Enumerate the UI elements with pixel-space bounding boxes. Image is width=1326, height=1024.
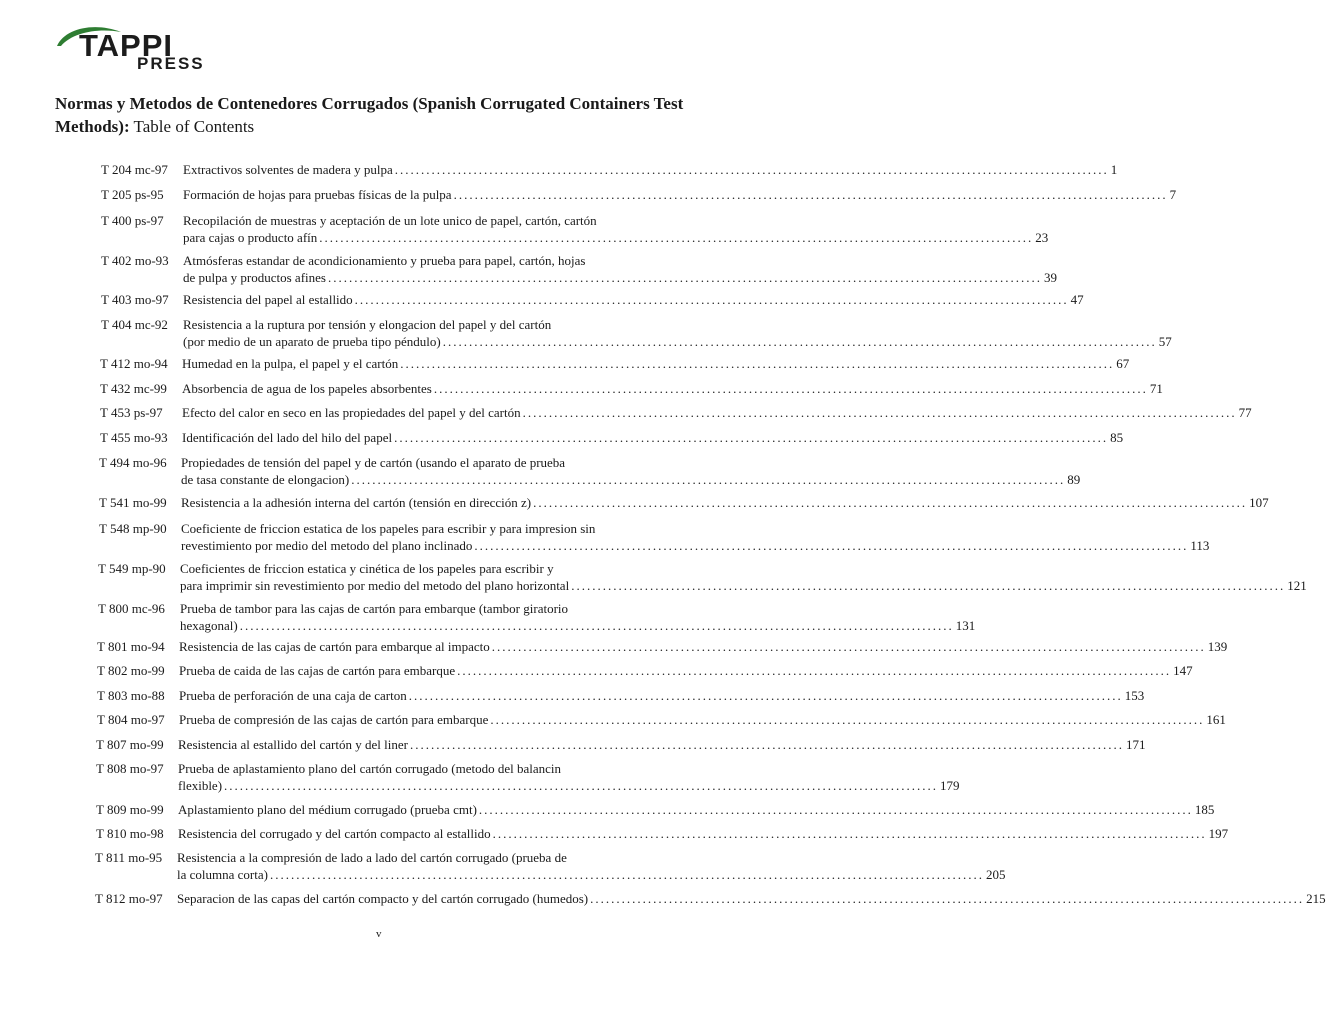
toc-entry[interactable] <box>98 601 976 634</box>
toc-entry[interactable] <box>97 688 1145 705</box>
toc-entry-page: 153 <box>1124 688 1145 703</box>
toc-dot-leader: ........................................................................................................................................ <box>474 537 1189 553</box>
toc-entry-title-line: Propiedades de tensión del papel y de cartón (usando el aparato de prueba <box>181 455 566 470</box>
toc-entry-page: 39 <box>1043 269 1057 285</box>
toc-dot-leader: ........................................................................................................................................ <box>408 688 1123 703</box>
toc-entry-page: 77 <box>1238 405 1252 420</box>
toc-entry-code: T 807 mo-99 <box>96 737 164 752</box>
toc-entry-code: T 804 mo-97 <box>97 712 165 727</box>
toc-entry[interactable] <box>96 761 960 794</box>
toc-entry-code: T 801 mo-94 <box>97 639 165 654</box>
toc-dot-leader: ........................................................................................................................................ <box>478 802 1193 817</box>
toc-entry[interactable] <box>95 891 1326 908</box>
toc-entry-title <box>182 356 1130 373</box>
toc-entry-code: T 810 mo-98 <box>96 826 164 841</box>
toc-entry-title-line: la columna corta) <box>177 866 268 882</box>
toc-entry[interactable] <box>96 737 1146 754</box>
toc-entry-title <box>181 455 1081 488</box>
toc-entry-title <box>181 521 1210 554</box>
toc-entry-title <box>183 292 1084 309</box>
toc-entry-code: T 400 ps-97 <box>101 213 164 228</box>
toc-entry-page: 147 <box>1173 663 1193 678</box>
toc-entry-code: T 403 mo-97 <box>101 292 169 307</box>
toc-entry-title <box>183 213 1049 246</box>
toc-entry-title <box>180 601 976 634</box>
toc-entry-page: 85 <box>1110 430 1124 445</box>
toc-dot-leader: ........................................................................................................................................ <box>319 229 1034 245</box>
toc-entry-code: T 800 mc-96 <box>98 601 165 616</box>
toc-entry-code: T 432 mc-99 <box>100 381 167 396</box>
toc-entry[interactable] <box>97 663 1193 680</box>
toc-entry-title-line: Prueba de compresión de las cajas de cartón para embarque <box>179 712 489 727</box>
toc-entry-page: 67 <box>1116 356 1130 371</box>
toc-entry-title <box>183 187 1177 204</box>
toc-entry-title <box>183 317 1172 350</box>
toc-entry-title-line: Prueba de tambor para las cajas de cartón para embarque (tambor giratorio <box>180 601 569 616</box>
toc-entry-title-line: revestimiento por medio del metodo del plano inclinado <box>181 537 473 553</box>
toc-dot-leader: ........................................................................................................................................ <box>590 891 1305 906</box>
toc-entry-title <box>183 253 1057 286</box>
toc-entry-title-line: Resistencia a la ruptura por tensión y elongacion del papel y del cartón <box>183 317 552 332</box>
toc-dot-leader: ........................................................................................................................................ <box>239 617 954 633</box>
toc-entry[interactable] <box>101 187 1177 204</box>
toc-entry-page: 205 <box>985 866 1006 882</box>
toc-entry-title <box>179 712 1226 729</box>
toc-entry-page: 7 <box>1169 187 1177 202</box>
toc-entry[interactable] <box>97 639 1228 656</box>
toc-entry-code: T 205 ps-95 <box>101 187 164 202</box>
toc-dot-leader: ........................................................................................................................................ <box>571 577 1286 593</box>
toc-entry-title-line: Formación de hojas para pruebas físicas de la pulpa <box>183 187 452 202</box>
toc-entry[interactable] <box>100 356 1130 373</box>
toc-entry-page: 47 <box>1070 292 1084 307</box>
toc-entry-page: 171 <box>1125 737 1146 752</box>
toc-entry-title-line: hexagonal) <box>180 617 238 633</box>
toc-entry-page: 107 <box>1249 495 1269 510</box>
toc-dot-leader: ........................................................................................................................................ <box>533 495 1248 510</box>
toc-entry-title-line: flexible) <box>178 777 223 793</box>
toc-entry-title-line: para cajas o producto afín <box>183 229 318 245</box>
toc-entry-title-line: de tasa constante de elongacion) <box>181 471 350 487</box>
toc-entry-title <box>179 663 1193 680</box>
toc-entry-page: 215 <box>1306 891 1326 906</box>
toc-entry[interactable] <box>96 802 1215 819</box>
page-title-main: Normas y Metodos de Contenedores Corrugados (Spanish Corrugated Containers Test Methods): <box>55 94 684 136</box>
toc-entry-code: T 204 mc-97 <box>101 162 168 177</box>
toc-entry-code: T 541 mo-99 <box>99 495 167 510</box>
toc-dot-leader: ........................................................................................................................................ <box>400 356 1115 371</box>
toc-entry[interactable] <box>95 850 1006 883</box>
toc-entry-title-line: Prueba de caida de las cajas de cartón para embarque <box>179 663 456 678</box>
toc-entry-title-line: Resistencia al estallido del cartón y del liner <box>178 737 408 752</box>
toc-entry-page: 161 <box>1206 712 1226 727</box>
toc-dot-leader: ........................................................................................................................................ <box>409 737 1124 752</box>
toc-entry-title-line: Resistencia a la compresión de lado a lado del cartón corrugado (prueba de <box>177 850 567 865</box>
toc-entry-code: T 453 ps-97 <box>100 405 163 420</box>
toc-entry[interactable] <box>100 381 1163 398</box>
toc-entry[interactable] <box>101 253 1057 286</box>
toc-entry-title-line: Resistencia a la adhesión interna del cartón (tensión en dirección z) <box>181 495 532 510</box>
toc-entry-code: T 455 mo-93 <box>100 430 168 445</box>
toc-entry-code: T 809 mo-99 <box>96 802 164 817</box>
toc-entry-title-line: Extractivos solventes de madera y pulpa <box>183 162 393 177</box>
logo-brand-text: TAPPI <box>79 28 173 63</box>
toc-entry-title <box>180 561 1307 594</box>
toc-dot-leader: ........................................................................................................................................ <box>327 269 1042 285</box>
toc-entry[interactable] <box>96 826 1229 843</box>
toc-entry[interactable] <box>97 712 1226 729</box>
toc-dot-leader: ........................................................................................................................................ <box>224 777 939 793</box>
toc-entry-page: 179 <box>940 777 960 793</box>
toc-entry-title-line: Recopilación de muestras y aceptación de un lote unico de papel, cartón, cartón <box>183 213 597 228</box>
toc-dot-leader: ........................................................................................................................................ <box>491 639 1206 654</box>
toc-entry-page: 57 <box>1158 333 1172 349</box>
toc-dot-leader: ........................................................................................................................................ <box>522 405 1237 420</box>
toc-entry-title-line: Atmósferas estandar de acondicionamiento y prueba para papel, cartón, hojas <box>183 253 586 268</box>
toc-entry-page: 131 <box>955 617 976 633</box>
toc-entry-title <box>178 761 960 794</box>
toc-entry-title-line: Resistencia del papel al estallido <box>183 292 353 307</box>
toc-entry-page: 185 <box>1194 802 1215 817</box>
toc-entry-code: T 808 mo-97 <box>96 761 164 776</box>
toc-entry-title <box>179 639 1228 656</box>
toc-entry-page: 197 <box>1208 826 1229 841</box>
toc-entry-page: 1 <box>1110 162 1118 177</box>
toc-entry[interactable] <box>99 495 1269 512</box>
toc-entry-title <box>179 688 1145 705</box>
toc-entry-title <box>178 737 1146 754</box>
page-footer-mark: v <box>376 928 382 940</box>
toc-entry-page: 89 <box>1067 471 1081 487</box>
toc-entry-page: 139 <box>1207 639 1228 654</box>
toc-entry[interactable] <box>101 317 1172 350</box>
toc-entry-title-line: (por medio de un aparato de prueba tipo péndulo) <box>183 333 441 349</box>
toc-entry-title-line: Resistencia del corrugado y del cartón compacto al estallido <box>178 826 491 841</box>
toc-entry-title <box>177 850 1006 883</box>
page-title-suffix: Table of Contents <box>129 117 255 136</box>
toc-dot-leader: ........................................................................................................................................ <box>394 162 1109 177</box>
toc-entry-title-line: para imprimir sin revestimiento por medio del metodo del plano horizontal <box>180 577 570 593</box>
toc-dot-leader: ........................................................................................................................................ <box>442 333 1157 349</box>
toc-entry-title-line: Coeficientes de friccion estatica y cinética de los papeles para escribir y <box>180 561 554 576</box>
toc-dot-leader: ........................................................................................................................................ <box>394 430 1109 445</box>
toc-dot-leader: ........................................................................................................................................ <box>453 187 1168 202</box>
toc-entry[interactable] <box>99 521 1210 554</box>
toc-dot-leader: ........................................................................................................................................ <box>351 471 1066 487</box>
toc-entry-title-line: de pulpa y productos afines <box>183 269 326 285</box>
toc-entry-title-line: Identificación del lado del hilo del papel <box>182 430 393 445</box>
toc-entry-code: T 803 mo-88 <box>97 688 165 703</box>
toc-dot-leader: ........................................................................................................................................ <box>457 663 1172 678</box>
toc-entry-code: T 404 mc-92 <box>101 317 168 332</box>
toc-entry[interactable] <box>98 561 1307 594</box>
toc-dot-leader: ........................................................................................................................................ <box>269 866 984 882</box>
toc-entry-title-line: Separacion de las capas del cartón compacto y del cartón corrugado (humedos) <box>177 891 589 906</box>
toc-entry-title <box>177 891 1326 908</box>
toc-entry-page: 113 <box>1190 537 1210 553</box>
toc-entry-title-line: Coeficiente de friccion estatica de los papeles para escribir y para impresion sin <box>181 521 596 536</box>
toc-entry-title <box>178 802 1215 819</box>
logo-sub-text: PRESS <box>137 54 205 73</box>
toc-entry-code: T 802 mo-99 <box>97 663 165 678</box>
toc-entry[interactable] <box>100 430 1124 447</box>
toc-entry-title <box>182 381 1163 398</box>
toc-entry-title <box>181 495 1269 512</box>
toc-entry-code: T 402 mo-93 <box>101 253 169 268</box>
toc-entry[interactable] <box>99 455 1081 488</box>
toc-entry[interactable] <box>100 405 1252 422</box>
toc-entry-code: T 811 mo-95 <box>95 850 163 865</box>
toc-entry-title-line: Prueba de perforación de una caja de carton <box>179 688 407 703</box>
toc-entry-title <box>182 405 1252 422</box>
toc-entry-title <box>182 430 1124 447</box>
toc-entry-code: T 812 mo-97 <box>95 891 163 906</box>
toc-entry-title-line: Aplastamiento plano del médium corrugado (prueba cmt) <box>178 802 477 817</box>
toc-entry[interactable] <box>101 162 1118 179</box>
toc-entry-title <box>178 826 1229 843</box>
toc-entry-page: 71 <box>1149 381 1163 396</box>
toc-entry-title-line: Resistencia de las cajas de cartón para embarque al impacto <box>179 639 490 654</box>
toc-entry[interactable] <box>101 292 1084 309</box>
toc-entry-title-line: Efecto del calor en seco en las propiedades del papel y del cartón <box>182 405 521 420</box>
toc-entry-title-line: Humedad en la pulpa, el papel y el cartón <box>182 356 399 371</box>
toc-entry-title-line: Prueba de aplastamiento plano del cartón corrugado (metodo del balancin <box>178 761 561 776</box>
toc-entry-page: 23 <box>1035 229 1049 245</box>
toc-dot-leader: ........................................................................................................................................ <box>354 292 1069 307</box>
toc-entry-page: 121 <box>1287 577 1307 593</box>
toc-entry-code: T 412 mo-94 <box>100 356 168 371</box>
toc-entry-code: T 548 mp-90 <box>99 521 167 536</box>
toc-dot-leader: ........................................................................................................................................ <box>433 381 1148 396</box>
toc-entry-title <box>183 162 1118 179</box>
toc-dot-leader: ........................................................................................................................................ <box>490 712 1205 727</box>
toc-entry-title-line: Absorbencia de agua de los papeles absorbentes <box>182 381 432 396</box>
toc-entry[interactable] <box>101 213 1049 246</box>
toc-entry-code: T 549 mp-90 <box>98 561 166 576</box>
toc-dot-leader: ........................................................................................................................................ <box>492 826 1207 841</box>
toc-entry-code: T 494 mo-96 <box>99 455 167 470</box>
